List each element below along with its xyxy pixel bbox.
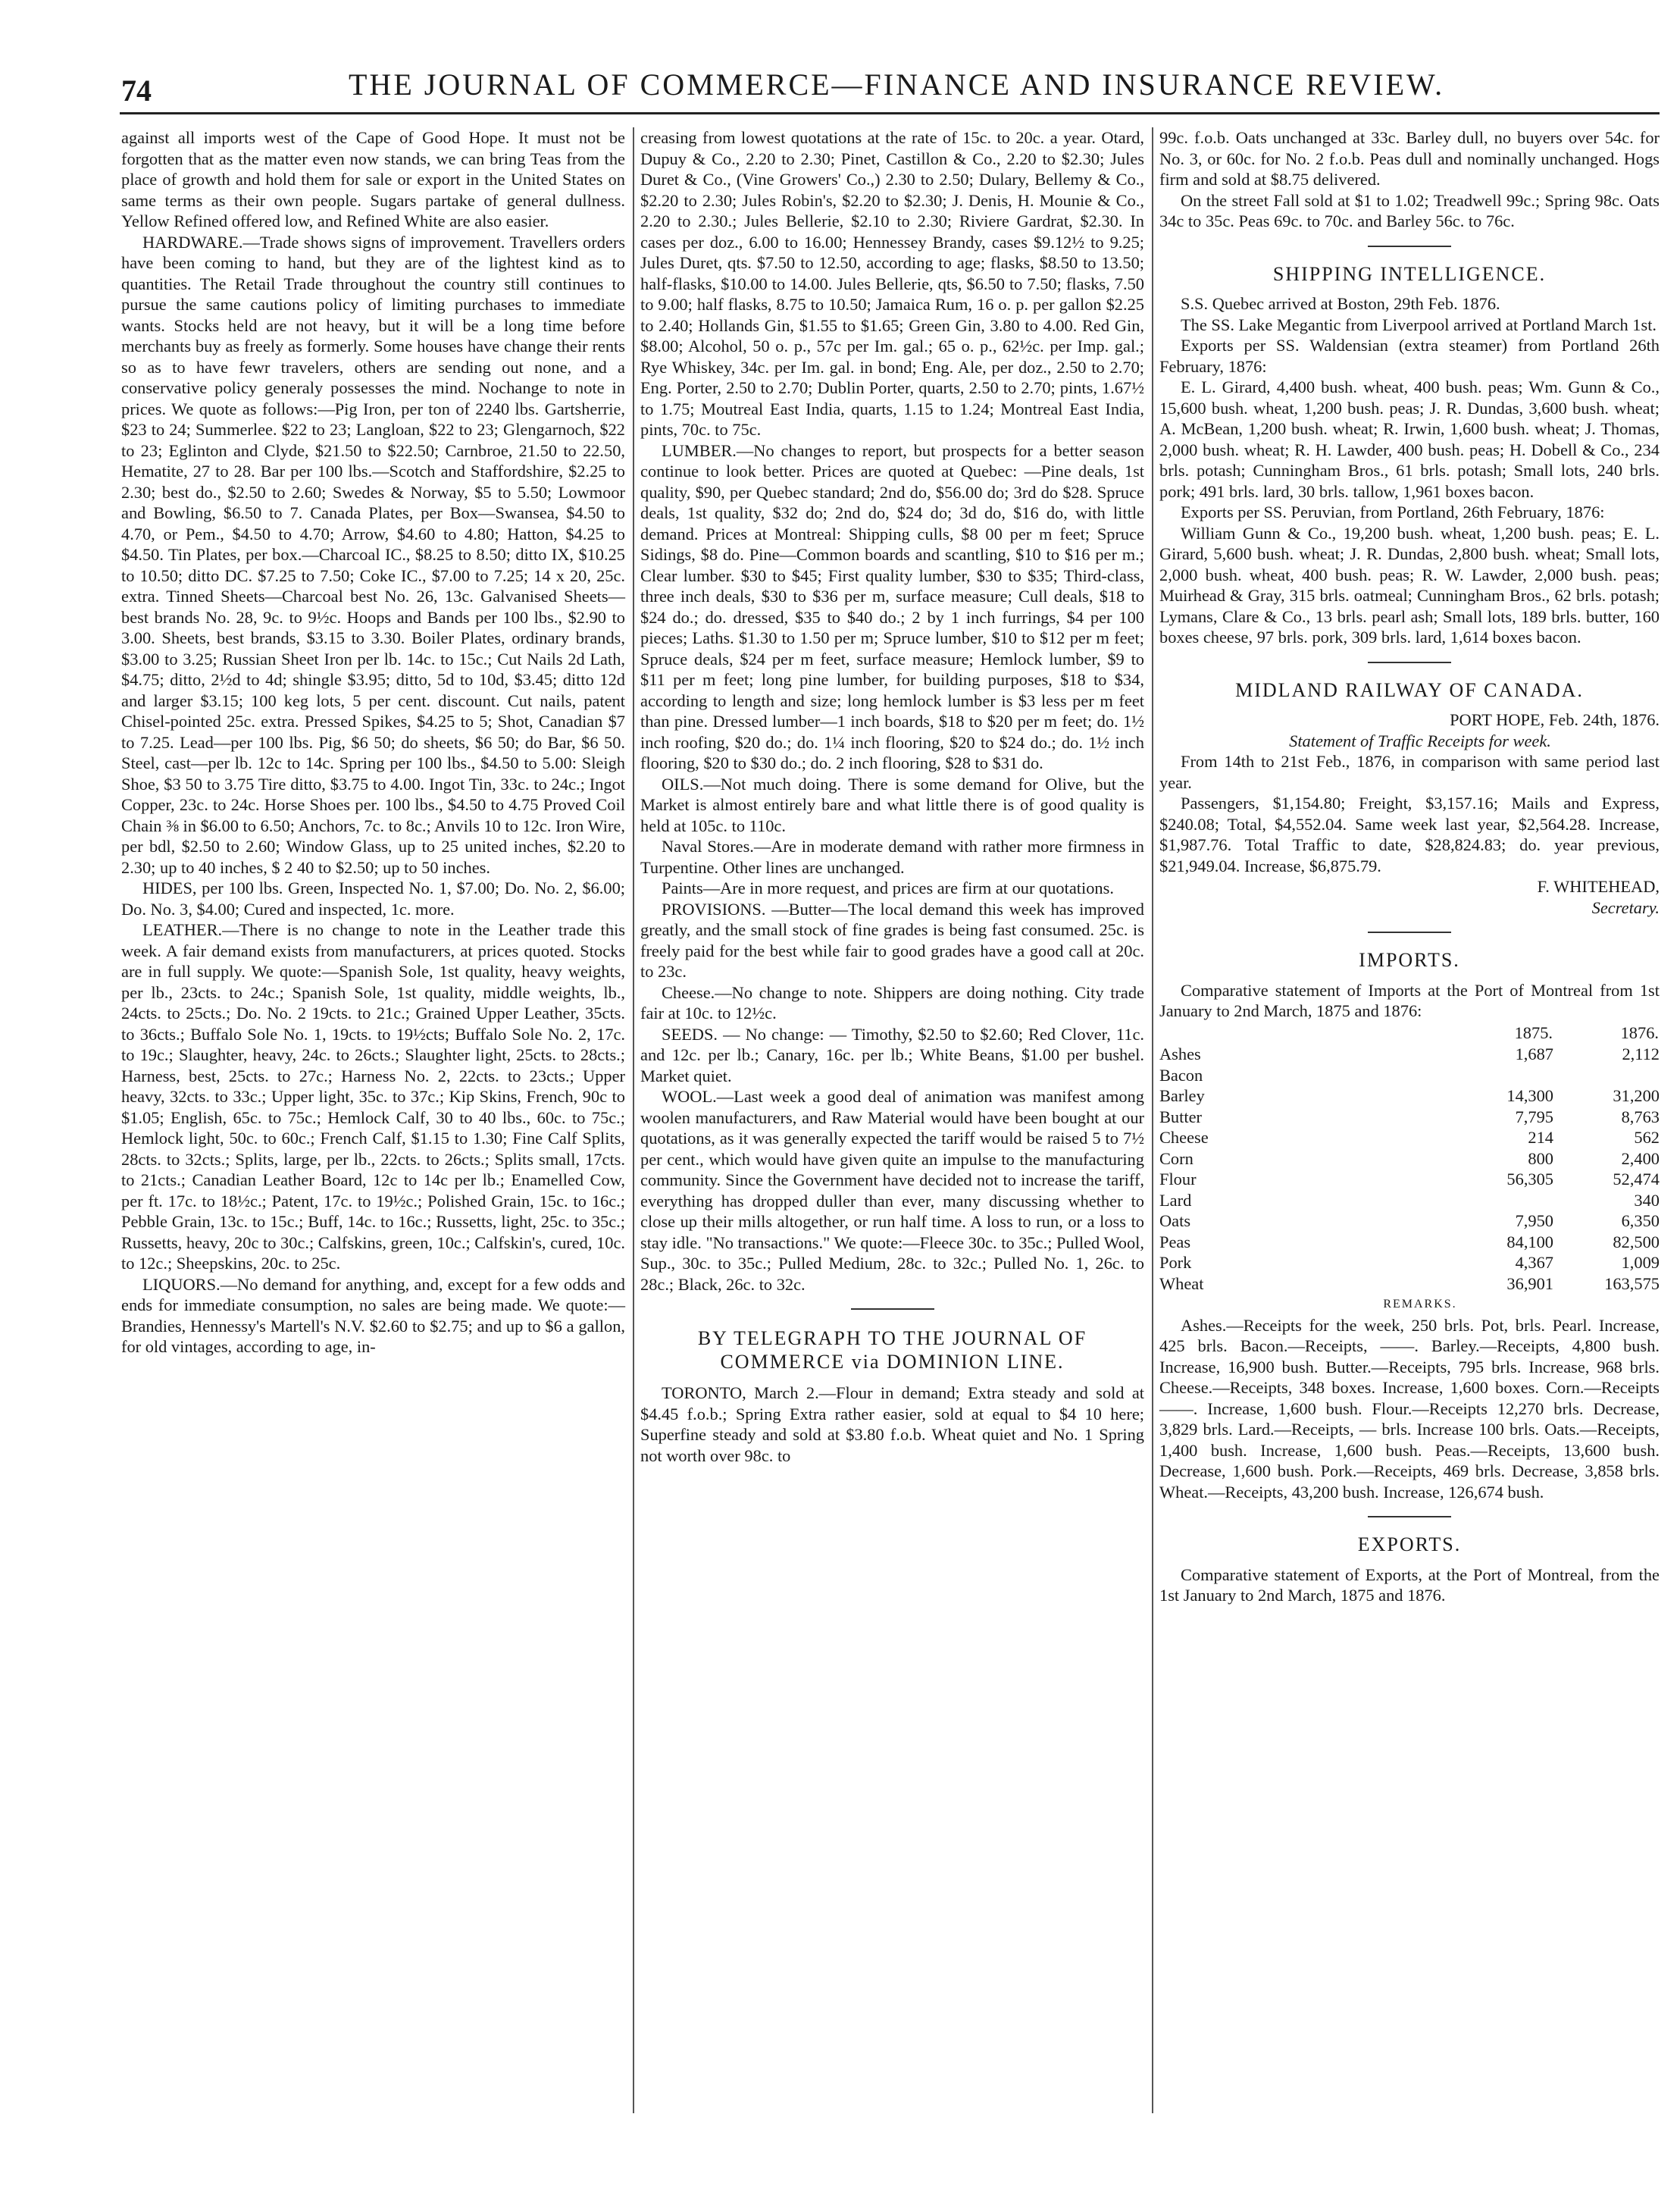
shipping-paragraph: The SS. Lake Megantic from Liverpool arrived at Portland March 1st.: [1181, 315, 1657, 334]
imports-value-1876: 340: [1634, 1190, 1660, 1210]
imports-value-1876: 31,200: [1613, 1086, 1660, 1105]
paragraph-liquors: LIQUORS.—No demand for anything, and, except for a few odds and ends for immediate consumption, no sales are being made. We quote:— Brandies, Hennessy's Martell's N.V. $2.60 to $2.75; and up to $6 a gallon, for old vintages, according to age, in-: [121, 1274, 625, 1356]
imports-item: Butter: [1159, 1107, 1202, 1126]
imports-header-1875: 1875.: [1514, 1023, 1553, 1042]
imports-header-blank: [1159, 1022, 1447, 1044]
imports-value-1876: 8,763: [1621, 1107, 1660, 1126]
imports-row: [1159, 1107, 1660, 1128]
midland-paragraph: From 14th to 21st Feb., 1876, in comparison with same period last year.: [1159, 752, 1660, 792]
shipping-heading: SHIPPING INTELLIGENCE.: [1272, 262, 1547, 285]
imports-item: Cheese: [1159, 1128, 1209, 1147]
shipping-paragraph: William Gunn & Co., 19,200 bush. wheat, 1,200 bush. peas; E. L. Girard, 5,600 bush. wheat; J. R. Dundas, 2,800 bush. wheat; Small lots, 2,000 bush. wheat, 400 bush. peas; R. W. Lawder, 2,000 bush. peas; Muirhead & Gray, 315 brls. oatmeal; Cunningham Bros., 62 brls. potash; Lymans, Clare & Co., 13 brls. pearl ash; Small lots, 189 brls. butter, 160 boxes cheese, 97 brls. pork, 309 brls. lard, 1,614 boxes bacon.: [1159, 523, 1660, 647]
remarks-paragraph: Ashes.—Receipts for the week, 250 brls. Pot, brls. Pearl. Increase, 425 brls. Bacon.—Receipts, ——. Barley.—Receipts, 4,800 bush. Increase, 16,900 bush. Butter.—Receipts, 795 brls. Increase, 968 brls. Cheese.—Receipts, 348 boxes. Increase, 1,600 boxes. Corn.—Receipts ——. Increase, 1,600 bush. Flour.—Receipts 12,270 brls. Decrease, 3,829 brls. Lard.—Receipts, — brls. Increase 100 brls. Oats.—Receipts, 1,400 bush. Increase, 1,600 bush. Peas.—Receipts, 13,600 bush. Decrease, 1,600 bush. Pork.—Receipts, 469 brls. Decrease, 3,858 brls. Wheat.—Receipts, 43,200 bush. Increase, 126,674 bush.: [1159, 1315, 1660, 1502]
shipping-paragraph: Exports per SS. Waldensian (extra steamer) from Portland 26th February, 1876:: [1159, 336, 1660, 376]
imports-row: [1159, 1085, 1660, 1107]
imports-item: Barley: [1159, 1086, 1205, 1105]
paragraph-liquors-cont: creasing from lowest quotations at the rate of 15c. to 20c. a year. Otard, Dupuy & Co., 2.20 to 2.30; Pinet, Castillon & Co., 2.20 to $2.30; Jules Duret & Co., (Vine Growers' Co.,) 2.30 to 2.50; Dulary, Bellemy & Co., $2.20 to 2.30; Jules Robin's, $2.20 to $2.30; J. Denis, H. Mounie & Co., 2.20 to 2.30.; Jules Bellerie, $2.10 to 2.30; Riviere Gardrat, $2.30. In cases per doz., 6.00 to 16.00; Hennessey Brandy, cases $9.12½ to 9.25; Jules Duret, qts. $7.50 to 12.50, according to age; flasks, $8.50 to 13.50; half-flasks, $10.00 to 14.00. Jules Bellerie, qts, $6.50 to 7.50; flasks, 7.50 to 9.00; half flasks, 8.75 to 10.50; Jamaica Rum, 16 o. p. per gallon $2.25 to 2.40; Hollands Gin, $1.55 to $1.65; Green Gin, 3.80 to 4.00. Red Gin, $8.00; Alcohol, 50 o. p., 57c per Im. gal.; 65 o. p., 62½c. per Imp. gal.; Rye Whiskey, 34c. per Im. gal. in bond; Eng. Ale, per doz., 2.50 to 2.70; Eng. Porter, 2.50 to 2.70; Dublin Porter, quarts, 2.50 to 2.70; pints, 1.67½ to 1.75; Moutreal East India, quarts, 1.15 to 1.24; Montreal East India, pints, 70c. to 75c.: [640, 128, 1144, 439]
imports-item: Bacon: [1159, 1065, 1203, 1085]
imports-value-1876: 1,009: [1621, 1253, 1660, 1272]
column-rule-2: [1152, 127, 1153, 2113]
paragraph-hardware: HARDWARE.—Trade shows signs of improvement. Travellers orders have been coming to hand, but they are of the lightest kind as to quantities. The Retail Trade throughout the country still continues to pursue the same cautions policy of limiting purchases to immediate wants. Stocks held are not heavy, but it will be a long time before merchants buy as freely as formerly. Some houses have change their rents so as to have fewr travelers, others are sending out none, and a conservative policy generaly possesses the mind. Nochange to note in prices. We quote as follows:—Pig Iron, per ton of 2240 lbs. Gartsherrie, $23 to 24; Summerlee. $22 to 23; Langloan, $22 to 23; Glengarnoch, $22 to 23; Eglinton and Clyde, $21.50 to $22.50; Carnbroe, 21.50 to 22.50, Hematite, 27 to 28. Bar per 100 lbs.—Scotch and Staffordshire, $2.25 to 2.30; best do., $2.50 to 2.60; Swedes & Norway, $5 to 5.50; Lowmoor and Bowling, $6.50 to 7. Canada Plates, per Box—Swansea, $4.50 to 4.70, or Pem., $4.50 to 4.70; Arrow, $4.60 to 4.80; Hatton, $4.25 to $4.50. Tin Plates, per box.—Charcoal IC., $8.25 to 8.50; ditto IX, $10.25 to 10.50; ditto DC. $7.25 to 7.50; Coke IC., $7.00 to 7.25; 14 x 20, 25c. extra. Tinned Sheets—Charcoal best No. 26, 13c. Galvanised Sheets—best brands No. 28, 9c. to 9½c. Hoops and Bands per 100 lbs., $2.90 to 3.00. Sheets, best brands, $3.15 to 3.30. Boiler Plates, ordinary brands, $3.00 to 3.25; Russian Sheet Iron per lb. 14c. to 15c.; Cut Nails 2d Lath, $4.75; ditto, 2½d to 4d; shingle $3.95; ditto, 5d to 10d, $3.45; ditto 12d and larger $3.15; 100 keg lots, 5 per cent. discount. Cut nails, patent Chisel-pointed 25c. extra. Pressed Spikes, $4.25 to 5; Shot, Canadian $7 to 7.25. Lead—per 100 lbs. Pig, $6 50; do sheets, $6 50; do Bar, $6 50. Steel, cast—per lb. 12c to 14c. Spring per 100 lbs., $4.50 to 5.00: Sleigh Shoe, $3 50 to 3.75 Tire ditto, $3.75 to 4.00. Ingot Tin, 33c. to 24c.; Ingot Copper, 23c. to 24c. Horse Shoes per. 100 lbs., $4.50 to 4.75 Proved Coil Chain ⅜ in $6.00 to 6.50; Anchors, 7c. to 8c.; Anvils 10 to 12c. Iron Wire, per bdl, $2.50 to 2.60; Window Glass, up to 25 united inches, $2.20 to 2.30; up to 40 inches, $ 2 40 to $2.50; up to 50 inches.: [121, 232, 625, 877]
imports-value-1876: 6,350: [1621, 1211, 1660, 1230]
section-rule: [1368, 932, 1451, 933]
midland-signature-title: Secretary.: [1591, 897, 1660, 917]
imports-intro: Comparative statement of Imports at the Port of Montreal from 1st January to 2nd March, 1875 and 1876:: [1159, 980, 1660, 1020]
exports-intro: Comparative statement of Exports, at the Port of Montreal, from the 1st January to 2nd March, 1875 and 1876.: [1159, 1564, 1660, 1605]
imports-item: Wheat: [1159, 1273, 1204, 1293]
paragraph-cheese: Cheese.—No change to note. Shippers are doing nothing. City trade fair at 10c. to 12½c.: [640, 982, 1144, 1023]
imports-header-1876: 1876.: [1620, 1023, 1659, 1042]
running-head: THE JOURNAL OF COMMERCE—FINANCE AND INSURANCE REVIEW.: [349, 67, 1445, 102]
paragraph-toronto: TORONTO, March 2.—Flour in demand; Extra steady and sold at $4.45 f.o.b.; Spring Extra rather easier, sold at equal to $4 10 here; Superfine steady and sold at $3.80 f.o.b. Wheat quiet and No. 1 Spring not worth over 98c. to: [640, 1383, 1144, 1465]
imports-value-1875: 214: [1528, 1128, 1553, 1147]
section-rule: [1368, 662, 1451, 663]
paragraph-teas-sugars: against all imports west of the Cape of Good Hope. It must not be forgotten that as the matter even now stands, we can bring Teas from the place of growth and hold them for sale or export in the United States on same terms as their own people. Sugars partake of general dullness. Yellow Refined offered low, and Refined White are also easier.: [121, 128, 625, 230]
imports-value-1875: [1447, 1065, 1553, 1086]
header-rule: [120, 112, 1660, 114]
imports-value-1875: 7,795: [1515, 1107, 1553, 1126]
imports-value-1876: 163,575: [1604, 1273, 1660, 1293]
paragraph-hides: HIDES, per 100 lbs. Green, Inspected No. 1, $7.00; Do. No. 2, $6.00; Do. No. 3, $4.00; Cured and inspected, 1c. more.: [121, 878, 625, 919]
imports-item: Peas: [1159, 1232, 1191, 1251]
exports-heading: EXPORTS.: [1357, 1533, 1462, 1555]
imports-heading: IMPORTS.: [1359, 949, 1460, 971]
imports-value-1875: [1447, 1190, 1553, 1211]
section-rule: [851, 1308, 934, 1310]
imports-value-1876: 562: [1634, 1128, 1660, 1147]
column-2: [640, 127, 1144, 1466]
imports-value-1876: [1553, 1065, 1660, 1086]
imports-row: [1159, 1065, 1660, 1086]
imports-value-1875: 56,305: [1506, 1170, 1553, 1189]
paragraph-oils: OILS.—Not much doing. There is some demand for Olive, but the Market is almost entirely bare and what little there is of good quality is held at 105c. to 110c.: [640, 774, 1144, 835]
imports-value-1875: 84,100: [1506, 1232, 1553, 1251]
page-number: 74: [121, 74, 152, 108]
imports-row: [1159, 1148, 1660, 1170]
imports-row: [1159, 1044, 1660, 1065]
imports-value-1875: 800: [1528, 1148, 1553, 1168]
imports-value-1875: 4,367: [1515, 1253, 1553, 1272]
shipping-paragraph: E. L. Girard, 4,400 bush. wheat, 400 bush. peas; Wm. Gunn & Co., 15,600 bush. wheat, 1,200 bush. peas; J. R. Dundas, 3,600 bush. wheat; A. McBean, 1,200 bush. wheat; R. Irwin, 1,600 bush. wheat; J. Thomas, 2,000 bush. wheat; R. H. Lawder, 400 bush. peas; H. Dobell & Co., 234 brls. potash; Cunningham Bros., 61 brls. potash; Small lots, 240 brls. pork; 491 brls. lard, 30 brls. tallow, 1,961 boxes bacon.: [1159, 377, 1660, 501]
midland-signature: F. WHITEHEAD,: [1537, 877, 1660, 896]
imports-item: Pork: [1159, 1253, 1192, 1272]
imports-row: [1159, 1252, 1660, 1273]
imports-row: [1159, 1210, 1660, 1232]
imports-row: [1159, 1232, 1660, 1253]
telegraph-heading-line1: BY TELEGRAPH TO THE JOURNAL OF: [697, 1327, 1087, 1349]
column-3: [1159, 127, 1660, 1606]
midland-subtitle: Statement of Traffic Receipts for week.: [1289, 731, 1551, 750]
shipping-paragraph: S.S. Quebec arrived at Boston, 29th Feb. 1876.: [1181, 294, 1500, 313]
imports-item: Lard: [1159, 1190, 1192, 1210]
imports-value-1876: 2,112: [1622, 1044, 1660, 1063]
column-1: [121, 127, 625, 1358]
imports-value-1875: 1,687: [1515, 1044, 1553, 1063]
imports-row: [1159, 1127, 1660, 1148]
paragraph-toronto-cont: 99c. f.o.b. Oats unchanged at 33c. Barley dull, no buyers over 54c. for No. 3, or 60c. for No. 2 f.o.b. Peas dull and nominally unchanged. Hogs firm and sold at $8.75 delivered.: [1159, 128, 1660, 189]
paragraph-seeds: SEEDS. — No change: — Timothy, $2.50 to $2.60; Red Clover, 11c. and 12c. per lb.; Canary, 16c. per lb.; White Beans, $1.00 per bushel. Market quiet.: [640, 1024, 1144, 1085]
paragraph-street-prices: On the street Fall sold at $1 to 1.02; Treadwell 99c.; Spring 98c. Oats 34c to 35c. Peas 69c. to 70c. and Barley 56c. to 76c.: [1159, 190, 1660, 230]
telegraph-heading-line2: COMMERCE via DOMINION LINE.: [720, 1351, 1065, 1373]
imports-table: [1159, 1022, 1660, 1295]
paragraph-naval-stores: Naval Stores.—Are in moderate demand with rather more firmness in Turpentine. Other lines are unchanged.: [640, 837, 1144, 877]
imports-item: Corn: [1159, 1148, 1194, 1168]
imports-row: [1159, 1273, 1660, 1295]
midland-heading: MIDLAND RAILWAY OF CANADA.: [1235, 678, 1584, 701]
shipping-paragraph: Exports per SS. Peruvian, from Portland, 26th February, 1876:: [1181, 503, 1605, 521]
paragraph-leather: LEATHER.—There is no change to note in the Leather trade this week. A fair demand exists from manufacturers, at prices quoted. Stocks are in full supply. We quote:—Spanish Sole, 1st quality, heavy weights, per lb., 23cts. to 24c.; Spanish Sole, 1st quality, middle weights, lb., 24cts. to 25cts.; Do. No. 2 19cts. to 21c.; Grained Upper Leather, 35cts. to 36cts.; Buffalo Sole No. 1, 19cts. to 19½cts; Buffalo Sole No. 2, 17c. to 19c.; Slaughter, heavy, 24c. to 26cts.; Slaughter light, 25cts. to 28cts.; Harness, best, 25cts. to 27c.; Harness No. 2, 22cts. to 23cts.; Upper heavy, 32cts. to 33c.; Upper light, 35c. to 37c.; Kip Skins, French, 90c to $1.05; English, 65c. to 75c.; Hemlock Calf, 30 to 40 lbs., 60c. to 75c.; Hemlock light, 50c. to 60c.; French Calf, $1.15 to 1.30; Fine Calf Splits, 28cts. to 32cts.; Splits, large, per lb., 22cts. to 26cts.; Splits small, 17cts. to 21cts.; Canadian Leather Board, 12c to 14c per lb.; Enamelled Cow, per ft. 17c. to 18½c.; Patent, 17c. to 19½c.; Polished Grain, 15c. to 16c.; Pebble Grain, 13c. to 15c.; Buff, 14c. to 16c.; Russetts, light, 25c. to 35c.; Russetts, heavy, 20c to 30c.; Calfskins, green, 10c.; Calfskin's, cured, 10c. to 12c.; Sheepskins, 20c. to 25c.: [121, 920, 625, 1273]
midland-dateline: PORT HOPE, Feb. 24th, 1876.: [1450, 710, 1660, 729]
imports-table-header: [1159, 1022, 1660, 1044]
column-rule-1: [633, 127, 634, 2113]
imports-value-1875: 14,300: [1506, 1086, 1553, 1105]
imports-value-1875: 7,950: [1515, 1211, 1553, 1230]
imports-row: [1159, 1169, 1660, 1190]
imports-value-1876: 2,400: [1621, 1148, 1660, 1168]
imports-item: Flour: [1159, 1170, 1197, 1189]
section-rule: [1368, 246, 1451, 247]
imports-value-1876: 52,474: [1613, 1170, 1660, 1189]
telegraph-heading: [640, 1326, 1144, 1373]
remarks-heading: REMARKS.: [1383, 1298, 1457, 1311]
imports-item: Oats: [1159, 1211, 1191, 1230]
paragraph-lumber: LUMBER.—No changes to report, but prospects for a better season continue to look better. Prices are quoted at Quebec: —Pine deals, 1st quality, $90, per Quebec standard; 2nd do, $56.00 do; 3rd do $28. Spruce deals, 1st quality, $32 do; 2nd do, $24 do; 3d do, $16 do, with little demand. Prices at Montreal: Shipping culls, $8 00 per m feet; Spruce Sidings, $8 do. Pine—Common boards and scantling, $10 to $16 per m.; Clear lumber. $30 to $45; First quality lumber, $30 to $35; Third-class, three inch deals, $30 to $36 per m, surface measure; Cull deals, $18 to $24 do.; do. dressed, $35 to $40 do.; 2 by 1 inch furrings, $4 per 100 pieces; Laths. $1.30 to 1.50 per m; Spruce lumber, $10 to $12 per m feet; Spruce deals, $24 per m feet, surface measure; Hemlock lumber, $9 to $11 per m feet; long pine lumber, for building purposes, $18 to $34, according to length and size; long hemlock lumber is $3 less per m feet than pine. Dressed lumber—1 inch boards, $18 to $20 per m feet; do. 1½ inch roofing, $20 do.; do. 1¼ inch flooring, $20 to $24 do.; do. 1½ inch flooring, $20 to $30 do.; do. 2 inch flooring, $28 to $31 do.: [640, 440, 1144, 772]
section-rule: [1368, 1516, 1451, 1517]
imports-value-1875: 36,901: [1506, 1273, 1553, 1293]
paragraph-wool: WOOL.—Last week a good deal of animation was manifest among woolen manufacturers, and Raw Material would have been bought at our quotations, as it was generally expected the tariff would be raised 5 to 7½ per cent., which would have given quite an impulse to the manufacturing community. Since the Government have decided not to increase the tariff, everything has dropped duller than ever, many discussing whether to close up their mills altogether, or run half time. A loss to run, or a loss to stay idle. "No transactions." We quote:—Fleece 30c. to 35c.; Pulled Wool, Sup., 30c. to 35c.; Pulled Medium, 28c. to 32c.; Pulled No. 1, 26c. to 28c.; Black, 26c. to 32c.: [640, 1087, 1144, 1294]
imports-item: Ashes: [1159, 1044, 1201, 1063]
imports-value-1876: 82,500: [1613, 1232, 1660, 1251]
midland-paragraph: Passengers, $1,154.80; Freight, $3,157.16; Mails and Express, $240.08; Total, $4,552.04. Same week last year, $2,564.28. Increase, $1,987.76. Total Traffic to date, $28,824.83; do. year previous, $21,949.04. Increase, $6,875.79.: [1159, 794, 1660, 875]
paragraph-provisions: PROVISIONS. —Butter—The local demand this week has improved greatly, and the small stock of fine grades is being fast consumed. 25c. is freely paid for the best while fair to good grades have a good call at 20c. to 23c.: [640, 899, 1144, 981]
imports-row: [1159, 1190, 1660, 1211]
paragraph-paints: Paints—Are in more request, and prices are firm at our quotations.: [662, 878, 1114, 897]
